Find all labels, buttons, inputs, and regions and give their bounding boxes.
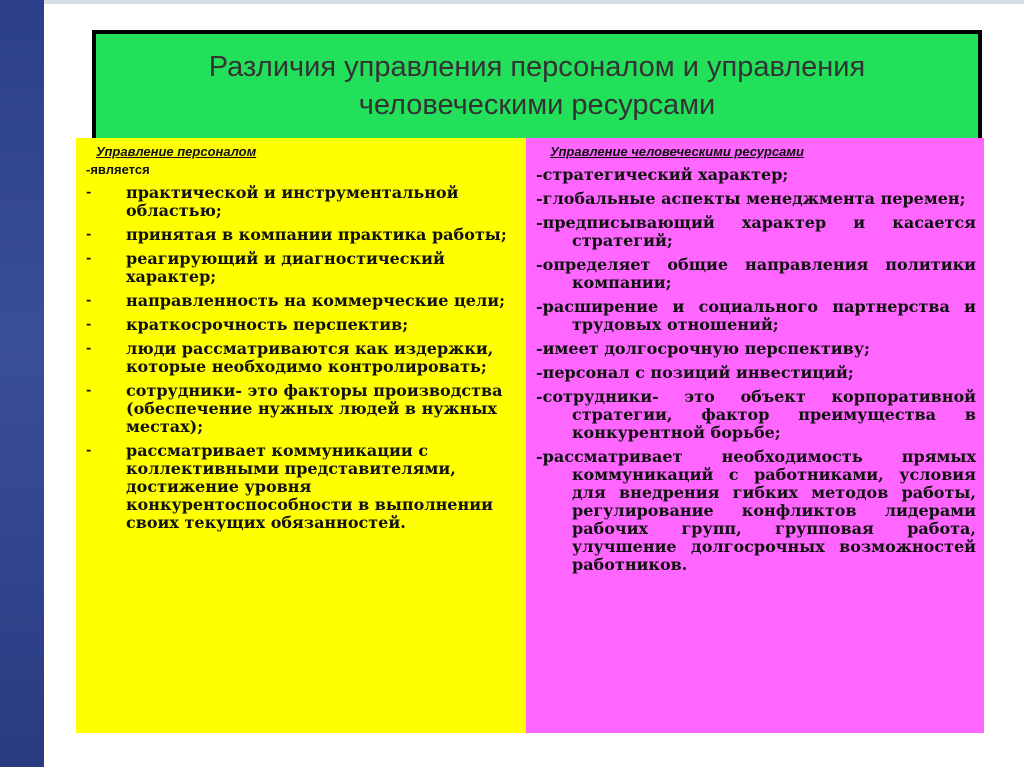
list-item: - рассматривает коммуникации с коллективными представителями, достижение уровня конкурентоспособности в выполнении своих текущих обязанностей. (86, 442, 516, 532)
list-item-text: принятая в компании практика работы; (126, 225, 507, 244)
title-line-1: Различия управления персоналом и управления (208, 51, 866, 83)
list-item-text: люди рассматриваются как издержки, которые необходимо контролировать; (126, 339, 494, 376)
list-item: -предписывающий характер и касается стратегий; (536, 213, 976, 250)
hr-management-heading: Управление человеческими ресурсами (550, 144, 804, 159)
list-item-text: сотрудники- это факторы производства (обеспечение нужных людей в нужных местах); (126, 381, 503, 436)
list-item: -рассматривает необходимость прямых коммуникаций с работниками, условия для внедрения гибких методов работы, регулирование конфликтов лидерами рабочих групп, групповая работа, улучшение долгосрочных возможностей работников. (536, 447, 976, 574)
personnel-management-subheading: -является (86, 162, 150, 177)
list-item: - практической и инструментальной областью; (86, 184, 516, 220)
list-item: -сотрудники- это объект корпоративной стратегии, фактор преимущества в конкурентной борьбе; (536, 387, 976, 442)
list-item-text: краткосрочность перспектив; (126, 315, 409, 334)
slide-side-bar (0, 0, 44, 767)
list-item: - принятая в компании практика работы; (86, 226, 516, 244)
personnel-management-heading: Управление персоналом (96, 144, 257, 159)
list-item-text: рассматривает коммуникации с коллективными представителями, достижение уровня конкурентоспособности в выполнении своих текущих обязанностей. (126, 441, 493, 532)
hr-management-column (526, 138, 984, 733)
list-item-text: реагирующий и диагностический характер; (126, 249, 445, 286)
list-item: - краткосрочность перспектив; (86, 316, 516, 334)
list-item: - сотрудники- это факторы производства (обеспечение нужных людей в нужных местах); (86, 382, 516, 436)
slide-top-border (44, 0, 1024, 4)
list-item: - люди рассматриваются как издержки, которые необходимо контролировать; (86, 340, 516, 376)
slide-title (92, 30, 982, 142)
list-item-text: направленность на коммерческие цели; (126, 291, 505, 310)
list-item: -расширение и социального партнерства и трудовых отношений; (536, 297, 976, 334)
list-item: -стратегический характер; (536, 165, 789, 184)
title-line-2: человеческими ресурсами (358, 89, 716, 121)
list-item-text: практической и инструментальной областью; (126, 183, 459, 220)
list-item: - реагирующий и диагностический характер; (86, 250, 516, 286)
list-item: - направленность на коммерческие цели; (86, 292, 516, 310)
list-item: -определяет общие направления политики компании; (536, 255, 976, 292)
list-item: -имеет долгосрочную перспективу; (536, 339, 870, 358)
list-item: -персонал с позиций инвестиций; (536, 363, 854, 382)
personnel-management-column (76, 138, 526, 733)
list-item: -глобальные аспекты менеджмента перемен; (536, 189, 966, 208)
